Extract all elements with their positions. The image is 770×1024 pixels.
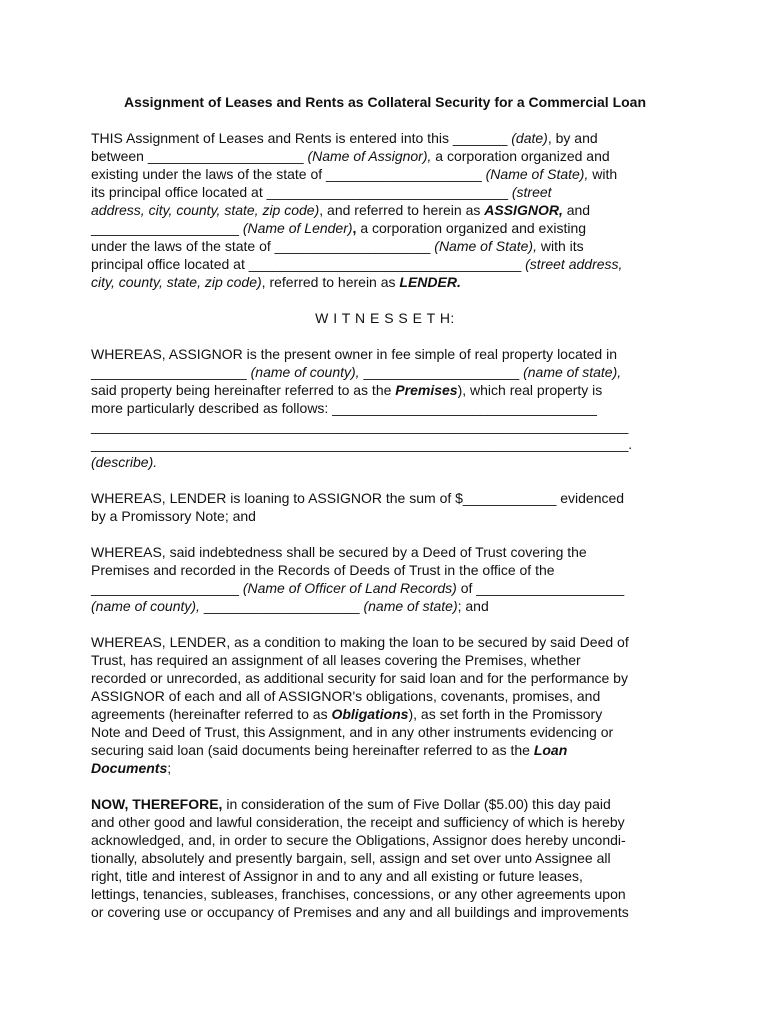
paragraph bbox=[91, 795, 691, 921]
document-title: Assignment of Leases and Rents as Collateral Security for a Commercial Loan bbox=[123, 94, 647, 110]
text-run: (street bbox=[511, 184, 552, 200]
text-run: WHEREAS, LENDER is loaning to ASSIGNOR the sum of $____________ evidenced bbox=[91, 490, 625, 506]
text-run: ; and bbox=[457, 598, 489, 614]
document-body bbox=[91, 129, 691, 921]
text-run: under the laws of the state of ____________________ bbox=[91, 238, 435, 254]
text-run: city, county, state, zip code) bbox=[91, 274, 262, 290]
text-run: more particularly described as follows: __________________________________ bbox=[91, 400, 597, 416]
paragraph-spacer bbox=[91, 291, 691, 309]
text-run: (date) bbox=[511, 130, 548, 146]
text-run: ASSIGNOR, bbox=[484, 202, 563, 218]
text-line bbox=[91, 741, 691, 759]
text-line bbox=[91, 867, 691, 885]
text-run: between ____________________ bbox=[91, 148, 308, 164]
text-run: , referred to herein as bbox=[261, 274, 400, 290]
text-line bbox=[91, 399, 691, 417]
text-line bbox=[91, 273, 691, 291]
text-run: (name of county), bbox=[91, 598, 200, 614]
text-run: ___________________ bbox=[91, 220, 243, 236]
text-run: in consideration of the sum of Five Dollar ($5.00) this day paid bbox=[222, 796, 611, 812]
text-line bbox=[91, 633, 691, 651]
text-line bbox=[91, 237, 691, 255]
text-run: , by and bbox=[547, 130, 598, 146]
paragraph bbox=[91, 129, 691, 291]
text-line bbox=[91, 543, 691, 561]
text-run: ___________________ bbox=[91, 580, 243, 596]
text-run: (Name of State), bbox=[485, 166, 589, 182]
text-run: acknowledged, and, in order to secure the Obligations, Assignor does hereby uncondi- bbox=[91, 832, 626, 848]
text-line bbox=[91, 219, 691, 237]
text-run: (name of county), bbox=[250, 364, 360, 380]
text-line bbox=[91, 129, 691, 147]
text-run: (Name of State), bbox=[434, 238, 537, 254]
text-run: principal office located at ___________________________________ bbox=[91, 256, 526, 272]
text-run: address, city, county, state, zip code) bbox=[91, 202, 320, 218]
text-run: ASSIGNOR of each and all of ASSIGNOR's obligations, covenants, promises, and bbox=[91, 688, 601, 704]
paragraph-spacer bbox=[91, 615, 691, 633]
text-run: ____________________ bbox=[359, 364, 524, 380]
paragraph-spacer bbox=[91, 525, 691, 543]
text-run: recorded or unrecorded, as additional security for said loan and for the performance by bbox=[91, 670, 628, 686]
text-run: (Name of Officer of Land Records) bbox=[242, 580, 457, 596]
text-run: of ___________________ bbox=[456, 580, 625, 596]
text-line bbox=[91, 345, 691, 363]
paragraph-spacer bbox=[91, 471, 691, 489]
text-run: Premises bbox=[395, 382, 458, 398]
text-run: _____________________________________________________________________ bbox=[91, 418, 629, 434]
text-line bbox=[91, 705, 691, 723]
text-line bbox=[91, 561, 691, 579]
text-run: its principal office located at _______________________________ bbox=[91, 184, 512, 200]
text-line bbox=[91, 759, 691, 777]
text-run: right, title and interest of Assignor in and to any and all existing or future leases, bbox=[91, 868, 583, 884]
text-run: existing under the laws of the state of ____________________ bbox=[91, 166, 486, 182]
text-run: a corporation organized and bbox=[431, 148, 610, 164]
text-run: _____________________________________________________________________. bbox=[91, 436, 633, 452]
text-run: securing said loan (said documents being hereinafter referred to as the bbox=[91, 742, 534, 758]
text-run: THIS Assignment of Leases and Rents is entered into this _______ bbox=[91, 130, 512, 146]
text-line bbox=[91, 147, 691, 165]
section-heading bbox=[91, 309, 691, 327]
text-run: Trust, has required an assignment of all leases covering the Premises, whether bbox=[91, 652, 581, 668]
text-run: Documents bbox=[91, 760, 168, 776]
text-run: tionally, absolutely and presently bargain, sell, assign and set over unto Assignee all bbox=[91, 850, 611, 866]
paragraph-spacer bbox=[91, 777, 691, 795]
paragraph bbox=[91, 489, 691, 525]
text-line bbox=[91, 507, 691, 525]
text-line bbox=[91, 579, 691, 597]
text-run: and bbox=[562, 202, 591, 218]
text-line bbox=[91, 309, 679, 327]
text-run: ), which real property is bbox=[457, 382, 603, 398]
text-run: (Name of Lender) bbox=[242, 220, 353, 236]
text-line bbox=[91, 849, 691, 867]
text-run: a corporation organized and existing bbox=[356, 220, 587, 236]
text-line bbox=[91, 813, 691, 831]
text-run: (name of state), bbox=[523, 364, 622, 380]
text-run: , and referred to herein as bbox=[319, 202, 485, 218]
text-run: Premises and recorded in the Records of Deeds of Trust in the office of the bbox=[91, 562, 555, 578]
text-run: Obligations bbox=[331, 706, 409, 722]
text-run: (Name of Assignor), bbox=[307, 148, 432, 164]
text-line bbox=[91, 417, 691, 435]
text-line bbox=[91, 363, 691, 381]
text-run: agreements (hereinafter referred to as bbox=[91, 706, 332, 722]
text-line bbox=[91, 489, 691, 507]
text-run: by a Promissory Note; and bbox=[91, 508, 256, 524]
text-line bbox=[91, 651, 691, 669]
text-run: with bbox=[588, 166, 618, 182]
text-run: Note and Deed of Trust, this Assignment, and in any other instruments evidencing or bbox=[91, 724, 614, 740]
text-run: and other good and lawful consideration, the receipt and sufficiency of which is hereby bbox=[91, 814, 625, 830]
text-run: WHEREAS, ASSIGNOR is the present owner in fee simple of real property located in bbox=[91, 346, 618, 362]
text-run: WHEREAS, said indebtedness shall be secured by a Deed of Trust covering the bbox=[91, 544, 587, 560]
text-run: lettings, tenancies, subleases, franchises, concessions, or any other agreements upon bbox=[91, 886, 626, 902]
text-run: WHEREAS, LENDER, as a condition to making the loan to be secured by said Deed of bbox=[91, 634, 629, 650]
text-run: Loan bbox=[533, 742, 568, 758]
text-run: said property being hereinafter referred to as the bbox=[91, 382, 396, 398]
text-line bbox=[91, 201, 691, 219]
text-run: LENDER. bbox=[399, 274, 461, 290]
text-run: with its bbox=[536, 238, 584, 254]
paragraph-spacer bbox=[91, 327, 691, 345]
text-run: or covering use or occupancy of Premises and any and all buildings and improvements bbox=[91, 904, 629, 920]
text-run: , bbox=[352, 220, 357, 236]
text-run: ; bbox=[167, 760, 172, 776]
text-line bbox=[91, 723, 691, 741]
text-line bbox=[91, 885, 691, 903]
text-line bbox=[91, 165, 691, 183]
text-run: NOW, THEREFORE, bbox=[91, 796, 223, 812]
text-line bbox=[91, 255, 691, 273]
text-run: (describe). bbox=[91, 454, 158, 470]
text-line bbox=[91, 183, 691, 201]
text-line bbox=[91, 453, 691, 471]
text-line bbox=[91, 687, 691, 705]
paragraph bbox=[91, 345, 691, 471]
text-line bbox=[91, 597, 691, 615]
text-run: ____________________ bbox=[199, 598, 364, 614]
paragraph bbox=[91, 543, 691, 615]
text-run: (street address, bbox=[525, 256, 623, 272]
text-line bbox=[91, 795, 691, 813]
text-run: (name of state) bbox=[363, 598, 458, 614]
text-line bbox=[91, 381, 691, 399]
text-run: ____________________ bbox=[91, 364, 251, 380]
text-line bbox=[91, 831, 691, 849]
text-run: ), as set forth in the Promissory bbox=[408, 706, 603, 722]
text-run: W I T N E S S E T H: bbox=[315, 310, 455, 326]
text-line bbox=[91, 435, 691, 453]
text-line bbox=[91, 669, 691, 687]
paragraph bbox=[91, 633, 691, 777]
text-line bbox=[91, 903, 691, 921]
